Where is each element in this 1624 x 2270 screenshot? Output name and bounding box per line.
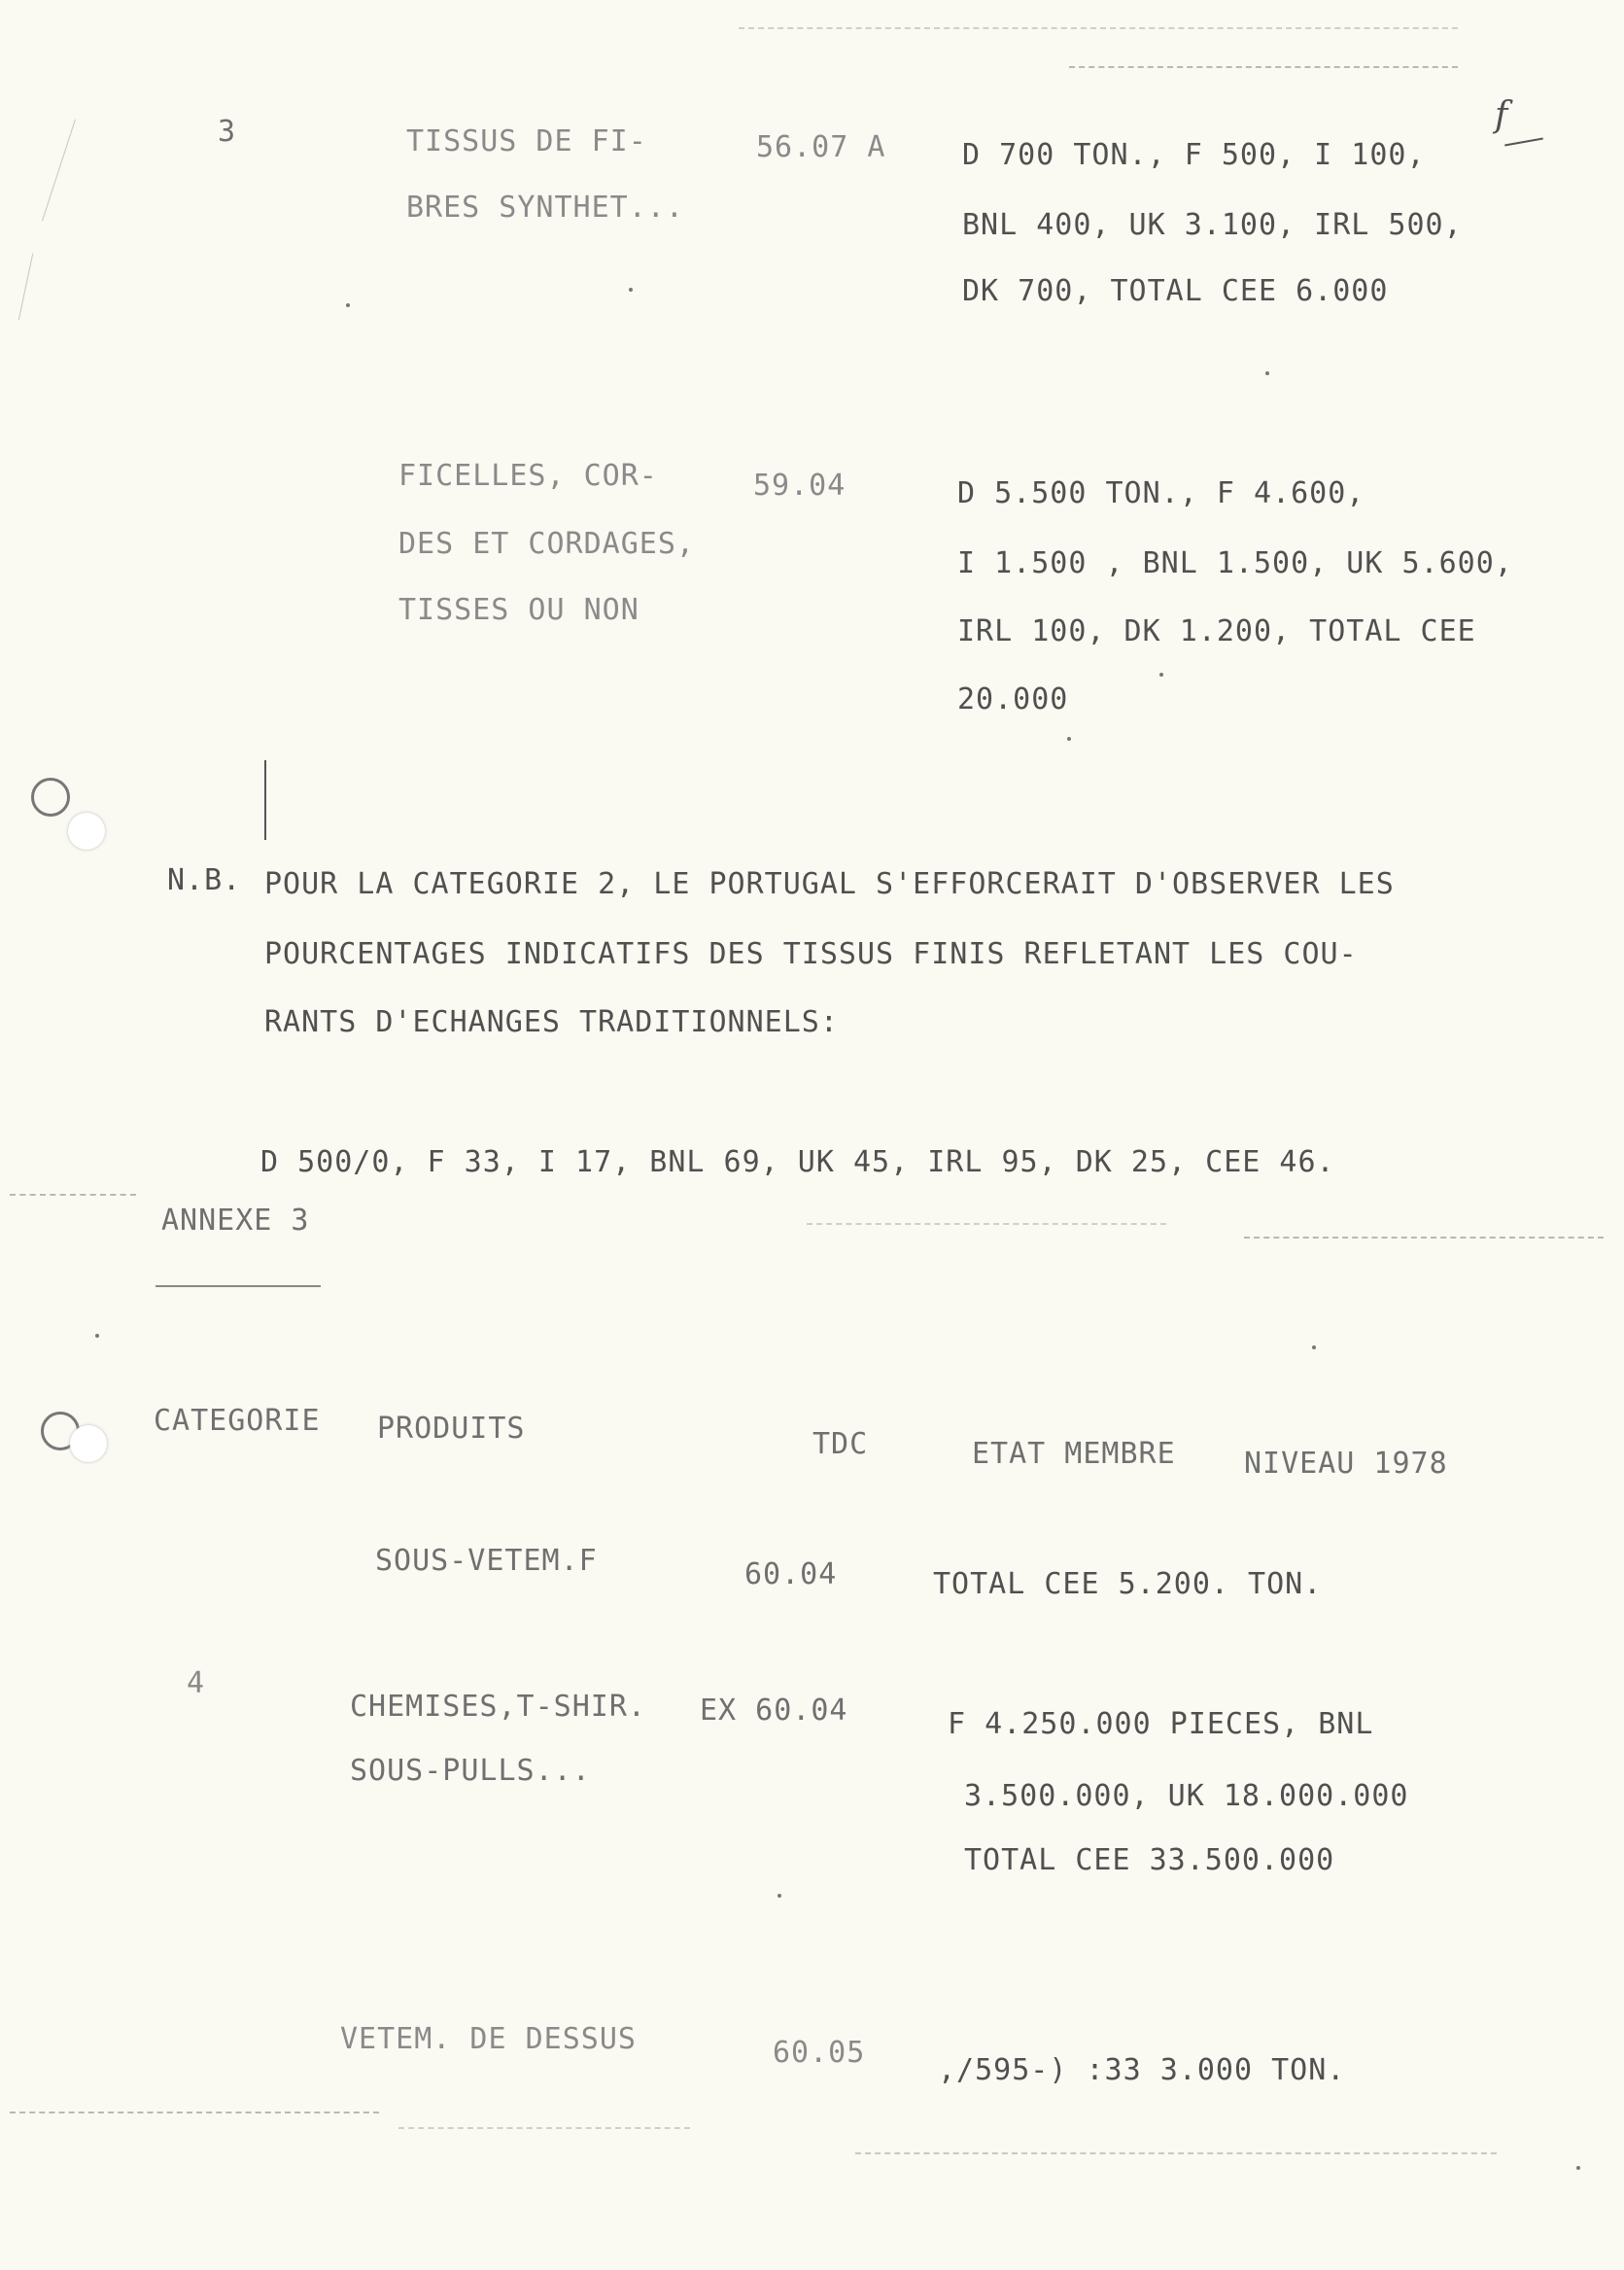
nb-line: RANTS D'ECHANGES TRADITIONNELS: bbox=[264, 1005, 839, 1039]
nb-line: POURCENTAGES INDICATIFS DES TISSUS FINIS REFLETANT LES COU- bbox=[264, 937, 1358, 971]
bottom-dashed-rule bbox=[398, 2127, 690, 2129]
row-product: SOUS-PULLS... bbox=[350, 1754, 591, 1788]
header-tdc: TDC bbox=[812, 1427, 869, 1461]
margin-mark-2 bbox=[18, 254, 34, 321]
annex-title-underline bbox=[155, 1285, 321, 1287]
speck bbox=[629, 288, 633, 292]
margin-mark bbox=[42, 120, 76, 222]
speck bbox=[1159, 673, 1163, 677]
category-number: 3 bbox=[218, 115, 237, 149]
top-dashed-rule bbox=[739, 27, 1458, 29]
row-product: VETEM. DE DESSUS bbox=[340, 2022, 637, 2056]
annex-title: ANNEXE 3 bbox=[161, 1204, 310, 1238]
header-etat-membre: ETAT MEMBRE bbox=[972, 1437, 1176, 1471]
margin-vertical-bar bbox=[264, 760, 266, 840]
product-text: TISSUS DE FI- bbox=[406, 124, 647, 158]
level-text: DK 700, TOTAL CEE 6.000 bbox=[962, 274, 1389, 308]
speck bbox=[1576, 2166, 1580, 2170]
product-text: BRES SYNTHET... bbox=[406, 191, 684, 225]
row-level: 3.500.000, UK 18.000.000 bbox=[964, 1779, 1409, 1813]
header-niveau: NIVEAU 1978 bbox=[1244, 1447, 1448, 1481]
bottom-dashed-rule bbox=[10, 2112, 379, 2113]
tdc-code: 59.04 bbox=[753, 469, 847, 503]
speck bbox=[95, 1334, 99, 1338]
punch-ring bbox=[31, 778, 70, 817]
speck bbox=[777, 1894, 781, 1898]
header-produits: PRODUITS bbox=[377, 1412, 526, 1446]
level-text: IRL 100, DK 1.200, TOTAL CEE bbox=[957, 614, 1476, 648]
product-text: TISSES OU NON bbox=[398, 593, 639, 627]
nb-values: D 500/0, F 33, I 17, BNL 69, UK 45, IRL 95, DK 25, CEE 46. bbox=[260, 1145, 1335, 1179]
row-level: F 4.250.000 PIECES, BNL bbox=[948, 1707, 1374, 1741]
annex-dashed-rule bbox=[807, 1223, 1166, 1225]
level-text: D 5.500 TON., F 4.600, bbox=[957, 476, 1365, 510]
page-mark: f bbox=[1495, 95, 1509, 135]
row-level: TOTAL CEE 5.200. TON. bbox=[933, 1567, 1323, 1601]
header-categorie: CATEGORIE bbox=[154, 1404, 321, 1438]
level-text: BNL 400, UK 3.100, IRL 500, bbox=[962, 208, 1463, 242]
punch-hole bbox=[70, 1425, 107, 1462]
speck bbox=[1312, 1345, 1316, 1349]
annex-dashed-rule bbox=[10, 1194, 136, 1196]
level-text: I 1.500 , BNL 1.500, UK 5.600, bbox=[957, 546, 1513, 580]
nb-line: POUR LA CATEGORIE 2, LE PORTUGAL S'EFFORCERAIT D'OBSERVER LES bbox=[264, 867, 1395, 901]
row-product: CHEMISES,T-SHIR. bbox=[350, 1690, 646, 1724]
punch-hole bbox=[68, 813, 105, 850]
product-text: DES ET CORDAGES, bbox=[398, 527, 695, 561]
level-text: D 700 TON., F 500, I 100, bbox=[962, 138, 1426, 172]
row-tdc: 60.05 bbox=[773, 2036, 866, 2070]
row-tdc: EX 60.04 bbox=[700, 1694, 848, 1728]
nb-prefix: N.B. bbox=[167, 863, 242, 897]
speck bbox=[346, 303, 350, 307]
product-text: FICELLES, COR- bbox=[398, 459, 658, 493]
speck bbox=[1265, 371, 1269, 375]
bottom-dashed-rule bbox=[855, 2152, 1497, 2154]
row-category-number: 4 bbox=[187, 1666, 206, 1700]
page-mark-stroke bbox=[1504, 138, 1543, 147]
top-dashed-rule-2 bbox=[1069, 66, 1458, 68]
speck bbox=[1067, 737, 1071, 741]
row-product: SOUS-VETEM.F bbox=[375, 1544, 598, 1578]
row-level: TOTAL CEE 33.500.000 bbox=[964, 1843, 1335, 1877]
row-level: ,/595-) :33 3.000 TON. bbox=[938, 2053, 1346, 2087]
annex-dashed-rule bbox=[1244, 1237, 1604, 1239]
tdc-code: 56.07 A bbox=[756, 130, 886, 164]
level-text: 20.000 bbox=[957, 682, 1069, 716]
row-tdc: 60.04 bbox=[744, 1557, 838, 1591]
